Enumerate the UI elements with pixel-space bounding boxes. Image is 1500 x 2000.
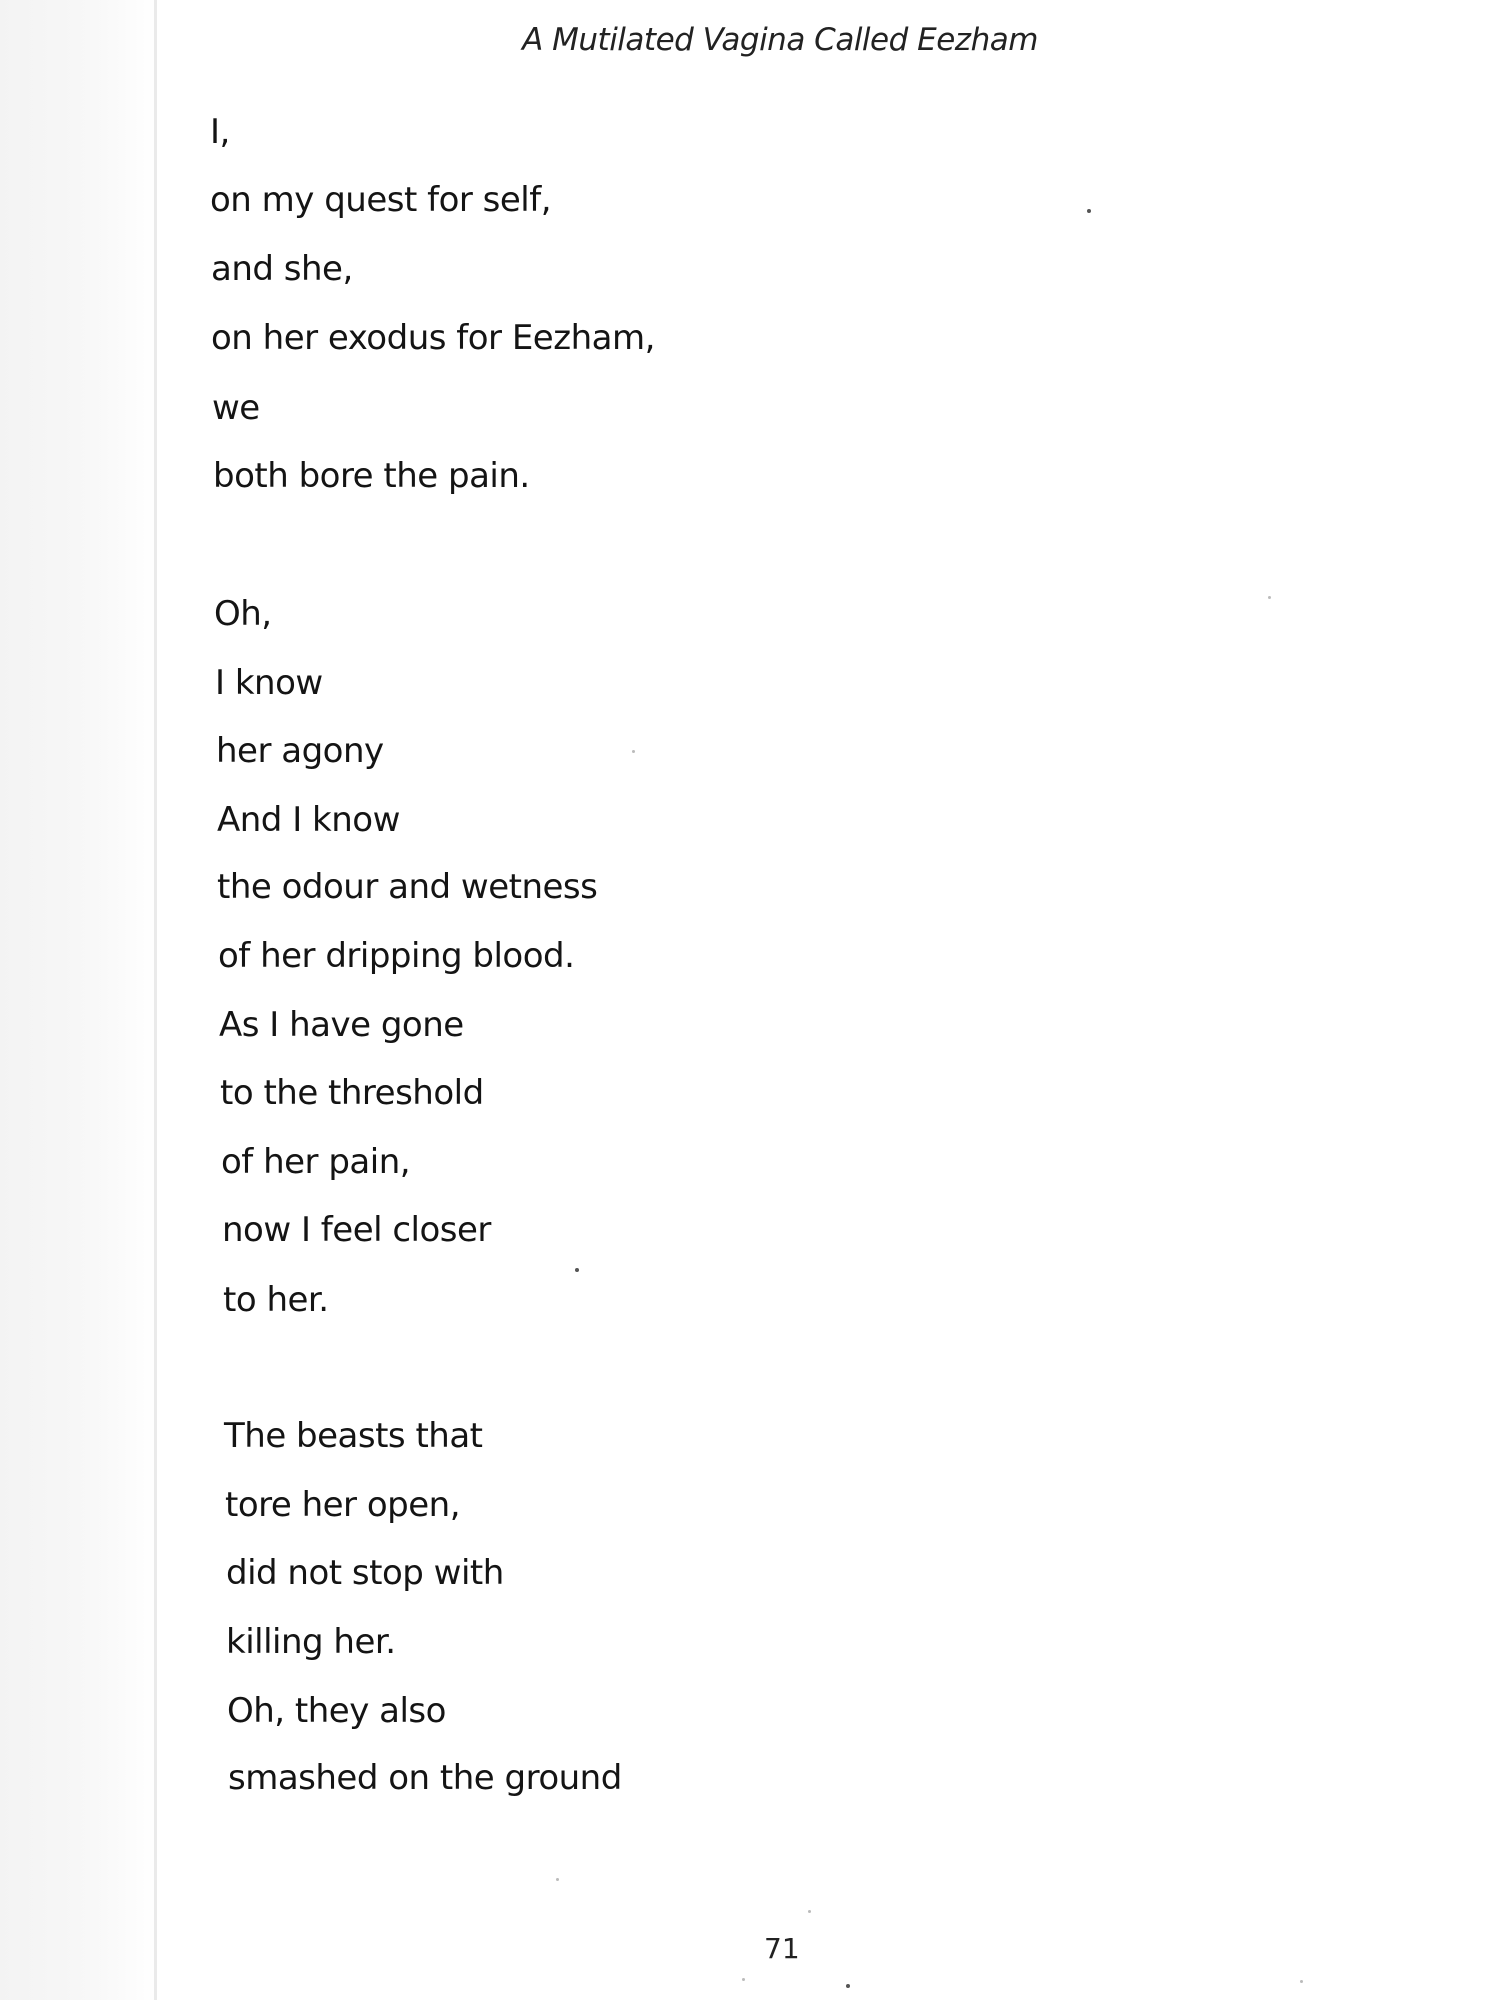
poem-line: on my quest for self, <box>210 180 552 220</box>
poem-line: Oh, they also <box>227 1691 446 1731</box>
poem-line: the odour and wetness <box>217 867 598 907</box>
poem-line: we <box>212 388 260 428</box>
poem-line: to the threshold <box>220 1073 484 1113</box>
page-number: 71 <box>764 1932 800 1965</box>
poem-line: did not stop with <box>226 1553 504 1593</box>
scan-speck <box>1087 209 1091 213</box>
poem-line: I, <box>210 112 230 152</box>
poem-line: her agony <box>216 731 384 771</box>
scan-speck <box>1268 596 1271 599</box>
poem-line: of her pain, <box>221 1142 411 1182</box>
poem-line: killing her. <box>226 1622 396 1662</box>
poem-line: now I feel closer <box>222 1210 491 1250</box>
poem-line: Oh, <box>214 594 272 634</box>
scan-speck <box>742 1978 745 1981</box>
poem-line: to her. <box>223 1280 329 1320</box>
scan-speck <box>556 1878 559 1881</box>
scan-speck <box>808 1910 811 1913</box>
scan-speck <box>632 750 635 753</box>
poem-line: of her dripping blood. <box>218 936 575 976</box>
scan-speck <box>1300 1980 1303 1983</box>
poem-line: both bore the pain. <box>213 456 530 496</box>
poem-line: and she, <box>211 249 353 289</box>
poem-line: on her exodus for Eezham, <box>211 318 655 358</box>
running-head: A Mutilated Vagina Called Eezham <box>522 22 1038 58</box>
scan-speck <box>846 1984 850 1988</box>
poem-line: As I have gone <box>219 1005 464 1045</box>
poem-line: smashed on the ground <box>228 1758 622 1798</box>
scan-speck <box>575 1268 579 1272</box>
poem-line: The beasts that <box>224 1416 483 1456</box>
poem-line: And I know <box>217 800 400 840</box>
poem-line: I know <box>215 663 323 703</box>
poem-line: tore her open, <box>225 1485 461 1525</box>
